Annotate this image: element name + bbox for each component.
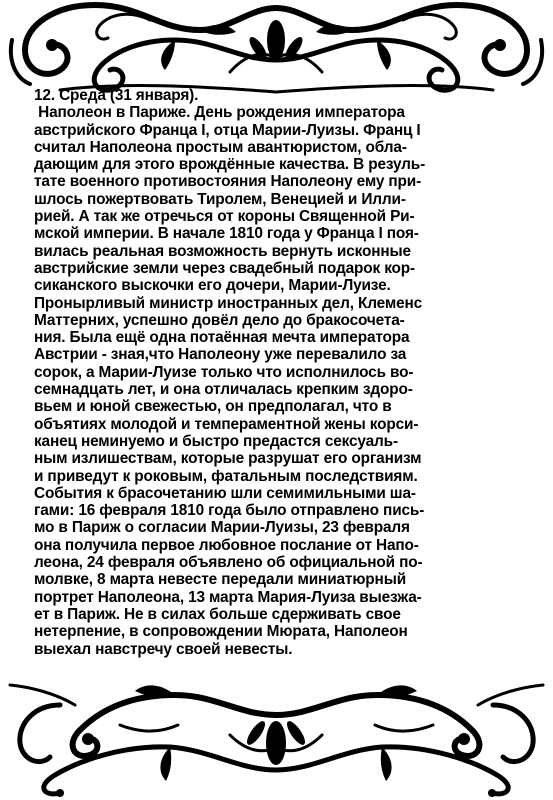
text-line: сорок, а Марии-Луизе только что исполнилось во- (34, 363, 414, 381)
text-line: австрийские земли через свадебный подарок кор- (34, 259, 416, 277)
text-line: ния. Была ещё одна потаённая мечта императора (34, 329, 410, 347)
text-line: семнадцать лет, и она отличалась крепким здоро- (34, 381, 413, 399)
text-line: Пронырливый министр иностранных дел, Клеменс (34, 294, 423, 312)
top-ornament-icon (0, 0, 553, 100)
text-line: ет в Париж. Не в силах больше сдерживать свое (34, 605, 401, 623)
text-line: она получила первое любовное послание от Напо- (34, 536, 419, 554)
text-line: Маттерних, успешно довёл дело до бракосочета- (34, 311, 405, 329)
text-line: молвке, 8 марта невесте передали миниатюрный (34, 571, 407, 589)
text-line: сиканского выскочки его дочери, Марии-Луизе. (34, 277, 391, 295)
text-line: тате военного противостояния Наполеону ему при- (34, 173, 422, 191)
text-line: рией. А так же отречься от короны Священной Ри- (34, 208, 415, 226)
text-line: мо в Париж о согласии Марии-Луизы, 23 февраля (34, 519, 410, 537)
text-line: вилась реальная возможность вернуть исконные (34, 242, 411, 260)
text-line: австрийского Франца I, отца Марии-Луизы. Франц I (34, 121, 421, 139)
text-line: Наполеон в Париже. День рождения императора (34, 104, 405, 122)
text-line: мской империи. В начале 1810 года у Франца I поя- (34, 225, 419, 243)
bottom-ornament-icon (0, 675, 553, 800)
text-line: События к брасочетанию шли семимильными ша- (34, 484, 416, 502)
text-line: вьем и юной свежестью, он предполагал, что в (34, 398, 392, 416)
text-line: выехал навстречу своей невесты. (34, 640, 293, 658)
text-line: гами: 16 февраля 1810 года было отправлено пись- (34, 502, 425, 520)
text-line: канец неминуемо и быстро предастся сексуаль- (34, 432, 398, 450)
text-line: ным излишествам, которые разрушат его организм (34, 450, 422, 468)
text-line: и приведут к роковым, фатальным последствиям. (34, 467, 418, 485)
text-line: Австрии - зная,что Наполеону уже перевалило за (34, 346, 407, 364)
text-line: шлось пожертвовать Тиролем, Венецией и Илли- (34, 190, 406, 208)
article-heading: 12. Среда (31 января). (34, 87, 199, 104)
text-line: нетерпение, в сопровождении Мюрата, Наполеон (34, 623, 408, 641)
text-line: леона, 24 февраля объявлено об официальной по- (34, 554, 423, 572)
text-line: дающим для этого врождённые качества. В резуль- (34, 156, 426, 174)
text-line: считал Наполеона простым авантюристом, обла- (34, 138, 407, 156)
text-line: объятиях молодой и темпераментной жены корси- (34, 415, 419, 433)
text-line: портрет Наполеона, 13 марта Мария-Луиза выезжа- (34, 588, 422, 606)
article-text (34, 87, 546, 658)
